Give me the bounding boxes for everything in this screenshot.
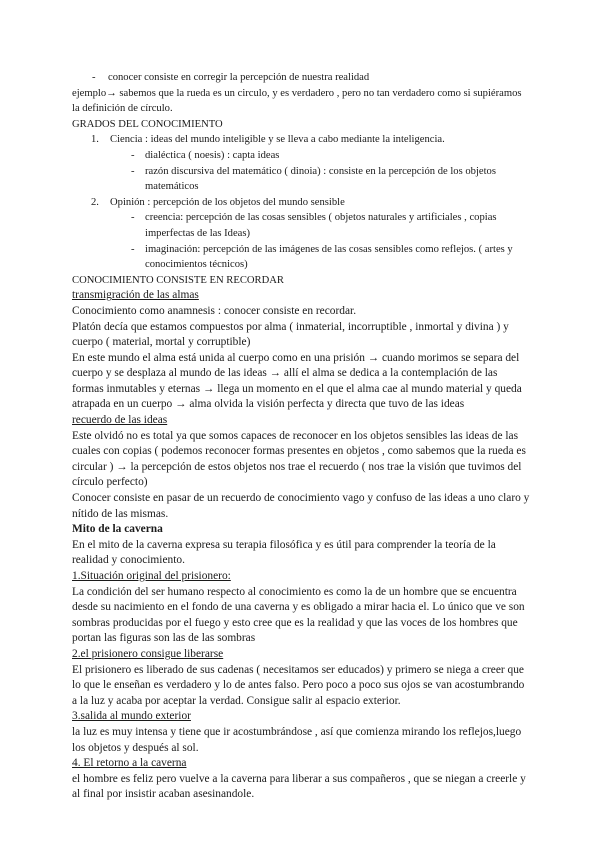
section-3-heading: 3.salida al mundo exterior <box>72 710 191 723</box>
intro-line: conocer consiste en corregir la percepción de nuestra realidad <box>108 72 370 83</box>
list-number: 1. <box>91 134 99 146</box>
grados-subitem <box>72 164 530 195</box>
paragraph: el hombre es feliz pero vuelve a la caverna para liberar a sus compañeros , que se niegan a creerle y al final por insistir acaban asesinandole. <box>72 772 526 801</box>
dash-bullet: - <box>131 212 135 224</box>
section-1-heading: 1.Situación original del prisionero: <box>72 570 231 582</box>
paragraph: Conocimiento como anamnesis : conocer consiste en recordar. <box>72 304 357 317</box>
section-4-heading: 4. El retorno a la caverna <box>72 757 187 770</box>
paragraph: la luz es muy intensa y tiene que ir acostumbrándose , así que comienza mirando los reflejos,luego los objetos y después al sol. <box>72 725 522 754</box>
section-2-heading: 2.el prisionero consigue liberarse <box>72 647 224 660</box>
list-item-text: Ciencia : ideas del mundo inteligible y se lleva a cabo mediante la inteligencia. <box>110 134 445 146</box>
dash-bullet: - <box>131 165 135 177</box>
list-item-text: Opinión : percepción de los objetos del mundo sensible <box>110 196 345 208</box>
recuerdo-heading: recuerdo de las ideas <box>72 414 168 427</box>
sub-item-text: dialéctica ( noesis) : capta ideas <box>145 149 280 161</box>
intro-example: ejemplo→ sabemos que la rueda es un circulo, y es verdadero , pero no tan verdadero como si supiéramos la definición de círculo. <box>72 87 522 115</box>
transmigracion-heading: transmigración de las almas <box>72 289 199 302</box>
grados-item-1 <box>72 132 530 148</box>
dash-bullet: - <box>131 149 135 161</box>
intro-bullet-line <box>72 70 530 86</box>
dash-bullet: - <box>131 243 135 255</box>
caverna-heading: Mito de la caverna <box>72 523 163 536</box>
paragraph: El prisionero es liberado de sus cadenas ( necesitamos ser educados) y primero se niega a creer que lo que le enseñan es verdadero y lo de antes falso. Pero poco a poco sus ojos se van acostumbrando a la luz y acaba por aceptar la verdad. Consigue salir al espacio exterior. <box>72 663 525 707</box>
recordar-title: CONOCIMIENTO CONSISTE EN RECORDAR <box>72 274 284 286</box>
paragraph: En el mito de la caverna expresa su terapia filosófica y es útil para comprender la teoría de la realidad y conocimiento. <box>72 538 496 567</box>
paragraph: Platón decía que estamos compuestos por alma ( inmaterial, incorruptible , inmortal y divina ) y cuerpo ( material, mortal y corruptible) <box>72 320 509 349</box>
sub-item-text: razón discursiva del matemático ( dinoia) : consiste en la percepción de los objetos matemáticos <box>145 165 496 193</box>
paragraph: La condición del ser humano respecto al conocimiento es como la de un hombre que se encuentra desde su nacimiento en el fondo de una caverna y es obligado a mirar hacia el. Lo único que ve son sombras producidas por el fuego y esto cree que es la realidad y que las voces de los hombres que portan las figuras son las de las sombras <box>72 585 525 645</box>
list-number: 2. <box>91 196 99 208</box>
document-page <box>72 70 530 803</box>
grados-subitem <box>72 148 530 164</box>
dash-bullet: - <box>92 72 96 83</box>
paragraph: Este olvidó no es total ya que somos capaces de reconocer en los objetos sensibles las ideas de las cuales con copias ( podemos reconocer formas presentes en objetos , como sabemos que la rueda es circular ) → la percepción de estos objetos nos trae el recuerdo ( nos trae la visión que tuvimos del círculo perfecto) <box>72 429 526 489</box>
paragraph: En este mundo el alma está unida al cuerpo como en una prisión → cuando morimos se separa del cuerpo y se desplaza al mundo de las ideas → allí el alma se dedica a la contemplación de las formas inmutables y eternas → llega un momento en el que el alma cae al mundo material y queda atrapada en un cuerpo → alma olvida la visión perfecta y directa que tuvo de las ideas <box>72 351 522 411</box>
grados-subitem <box>72 210 530 241</box>
grados-item-2 <box>72 195 530 211</box>
paragraph: Conocer consiste en pasar de un recuerdo de conocimiento vago y confuso de las ideas a uno claro y nítido de las mismas. <box>72 492 530 520</box>
sub-item-text: imaginación: percepción de las imágenes de las cosas sensibles como reflejos. ( artes y conocimientos técnicos) <box>145 243 513 271</box>
grados-title: GRADOS DEL CONOCIMIENTO <box>72 118 223 130</box>
grados-subitem <box>72 242 530 273</box>
sub-item-text: creencia: percepción de las cosas sensibles ( objetos naturales y artificiales , copias imperfectas de las Ideas) <box>145 212 497 239</box>
